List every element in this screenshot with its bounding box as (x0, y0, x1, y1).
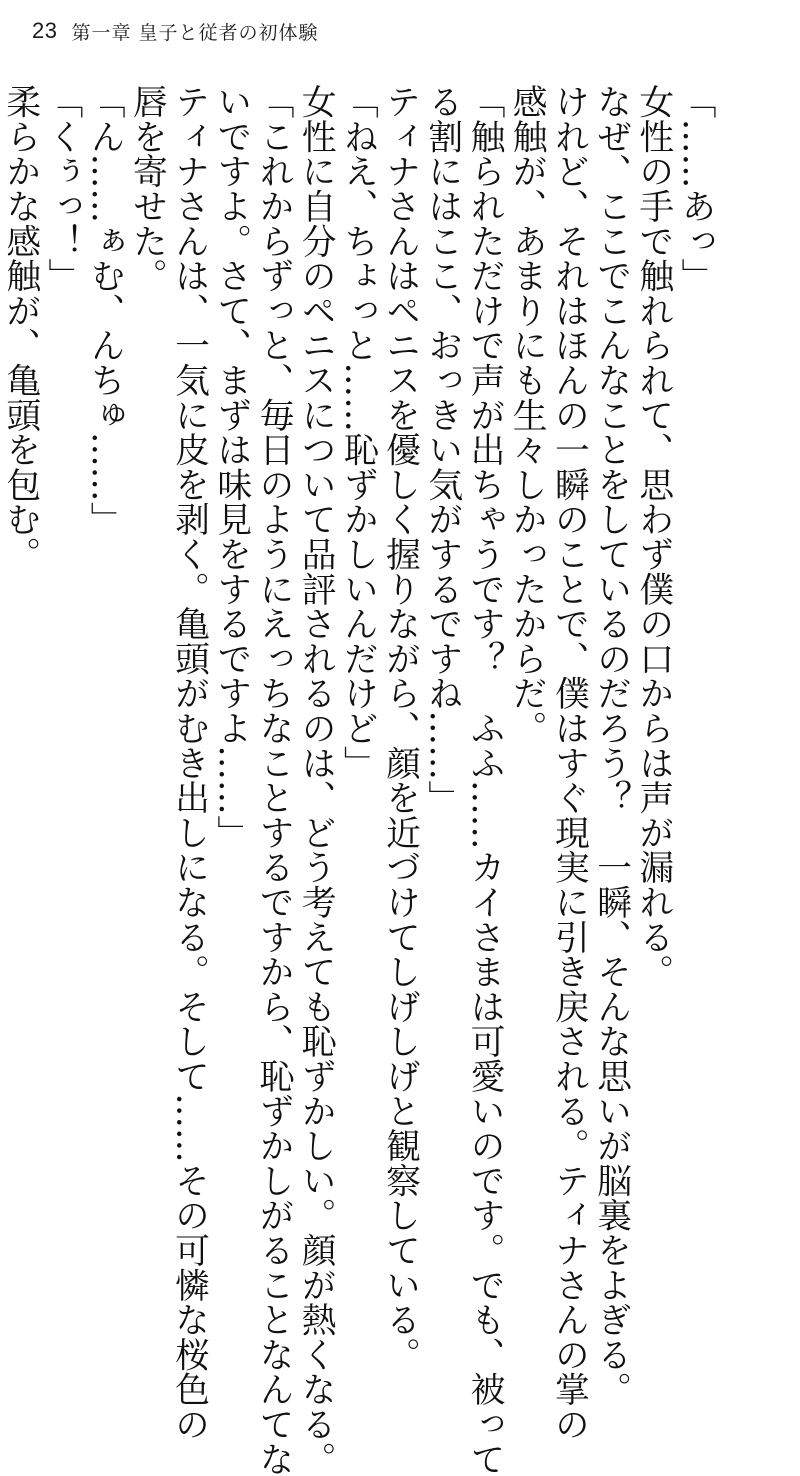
text-column: 「ねえ、ちょっと……恥ずかしいんだけど」 (337, 84, 378, 780)
text-column: 女性の手で触れられて、思わず僕の口からは声が漏れる。 (632, 84, 673, 989)
text-column: 柔らかな感触が、亀頭を包む。 (0, 84, 40, 572)
vertical-body-text (0, 84, 716, 1476)
chapter-title: 第一章 皇子と従者の初体験 (71, 21, 319, 44)
text-column: 女性に自分のペニスについて品評されるのは、どう考えても恥ずかしい。顔が熱くなる。 (295, 84, 336, 1476)
running-head (32, 14, 319, 48)
text-column: けれど、それはほんの一瞬のことで、僕はすぐ現実に引き戻される。ティナさんの掌の (548, 84, 589, 1442)
text-column: 唇を寄せた。 (126, 84, 167, 293)
text-column: ティナさんはペニスを優しく握りながら、顔を近づけてしげしげと観察している。 (379, 84, 420, 1372)
text-column: 「ん……ぁむ、んちゅ……」 (84, 84, 125, 537)
text-column: 「触られただけで声が出ちゃうです？ ふふ……カイさまは可愛いのです。でも、被って (463, 84, 504, 1476)
text-column: 感触が、あまりにも生々しかったからだ。 (506, 84, 547, 746)
text-column: る割にはここ、おっきい気がするですね……」 (421, 84, 462, 815)
page-number: 23 (32, 18, 58, 43)
text-column: ティナさんは、一気に皮を剥く。亀頭がむき出しになる。そして……その可憐な桜色の (168, 84, 209, 1442)
text-column: 「……あっ」 (675, 84, 715, 293)
text-column: いですよ。さて、まずは味見をするですよ……」 (210, 84, 251, 850)
text-column: 「これからずっと、毎日のようにえっちなことするですから、恥ずかしがることなんてな (252, 84, 293, 1476)
text-column: なぜ、ここでこんなことをしているのだろう？ 一瞬、そんな思いが脳裏をよぎる。 (590, 84, 631, 1407)
text-column: 「くぅっ！」 (41, 84, 82, 293)
